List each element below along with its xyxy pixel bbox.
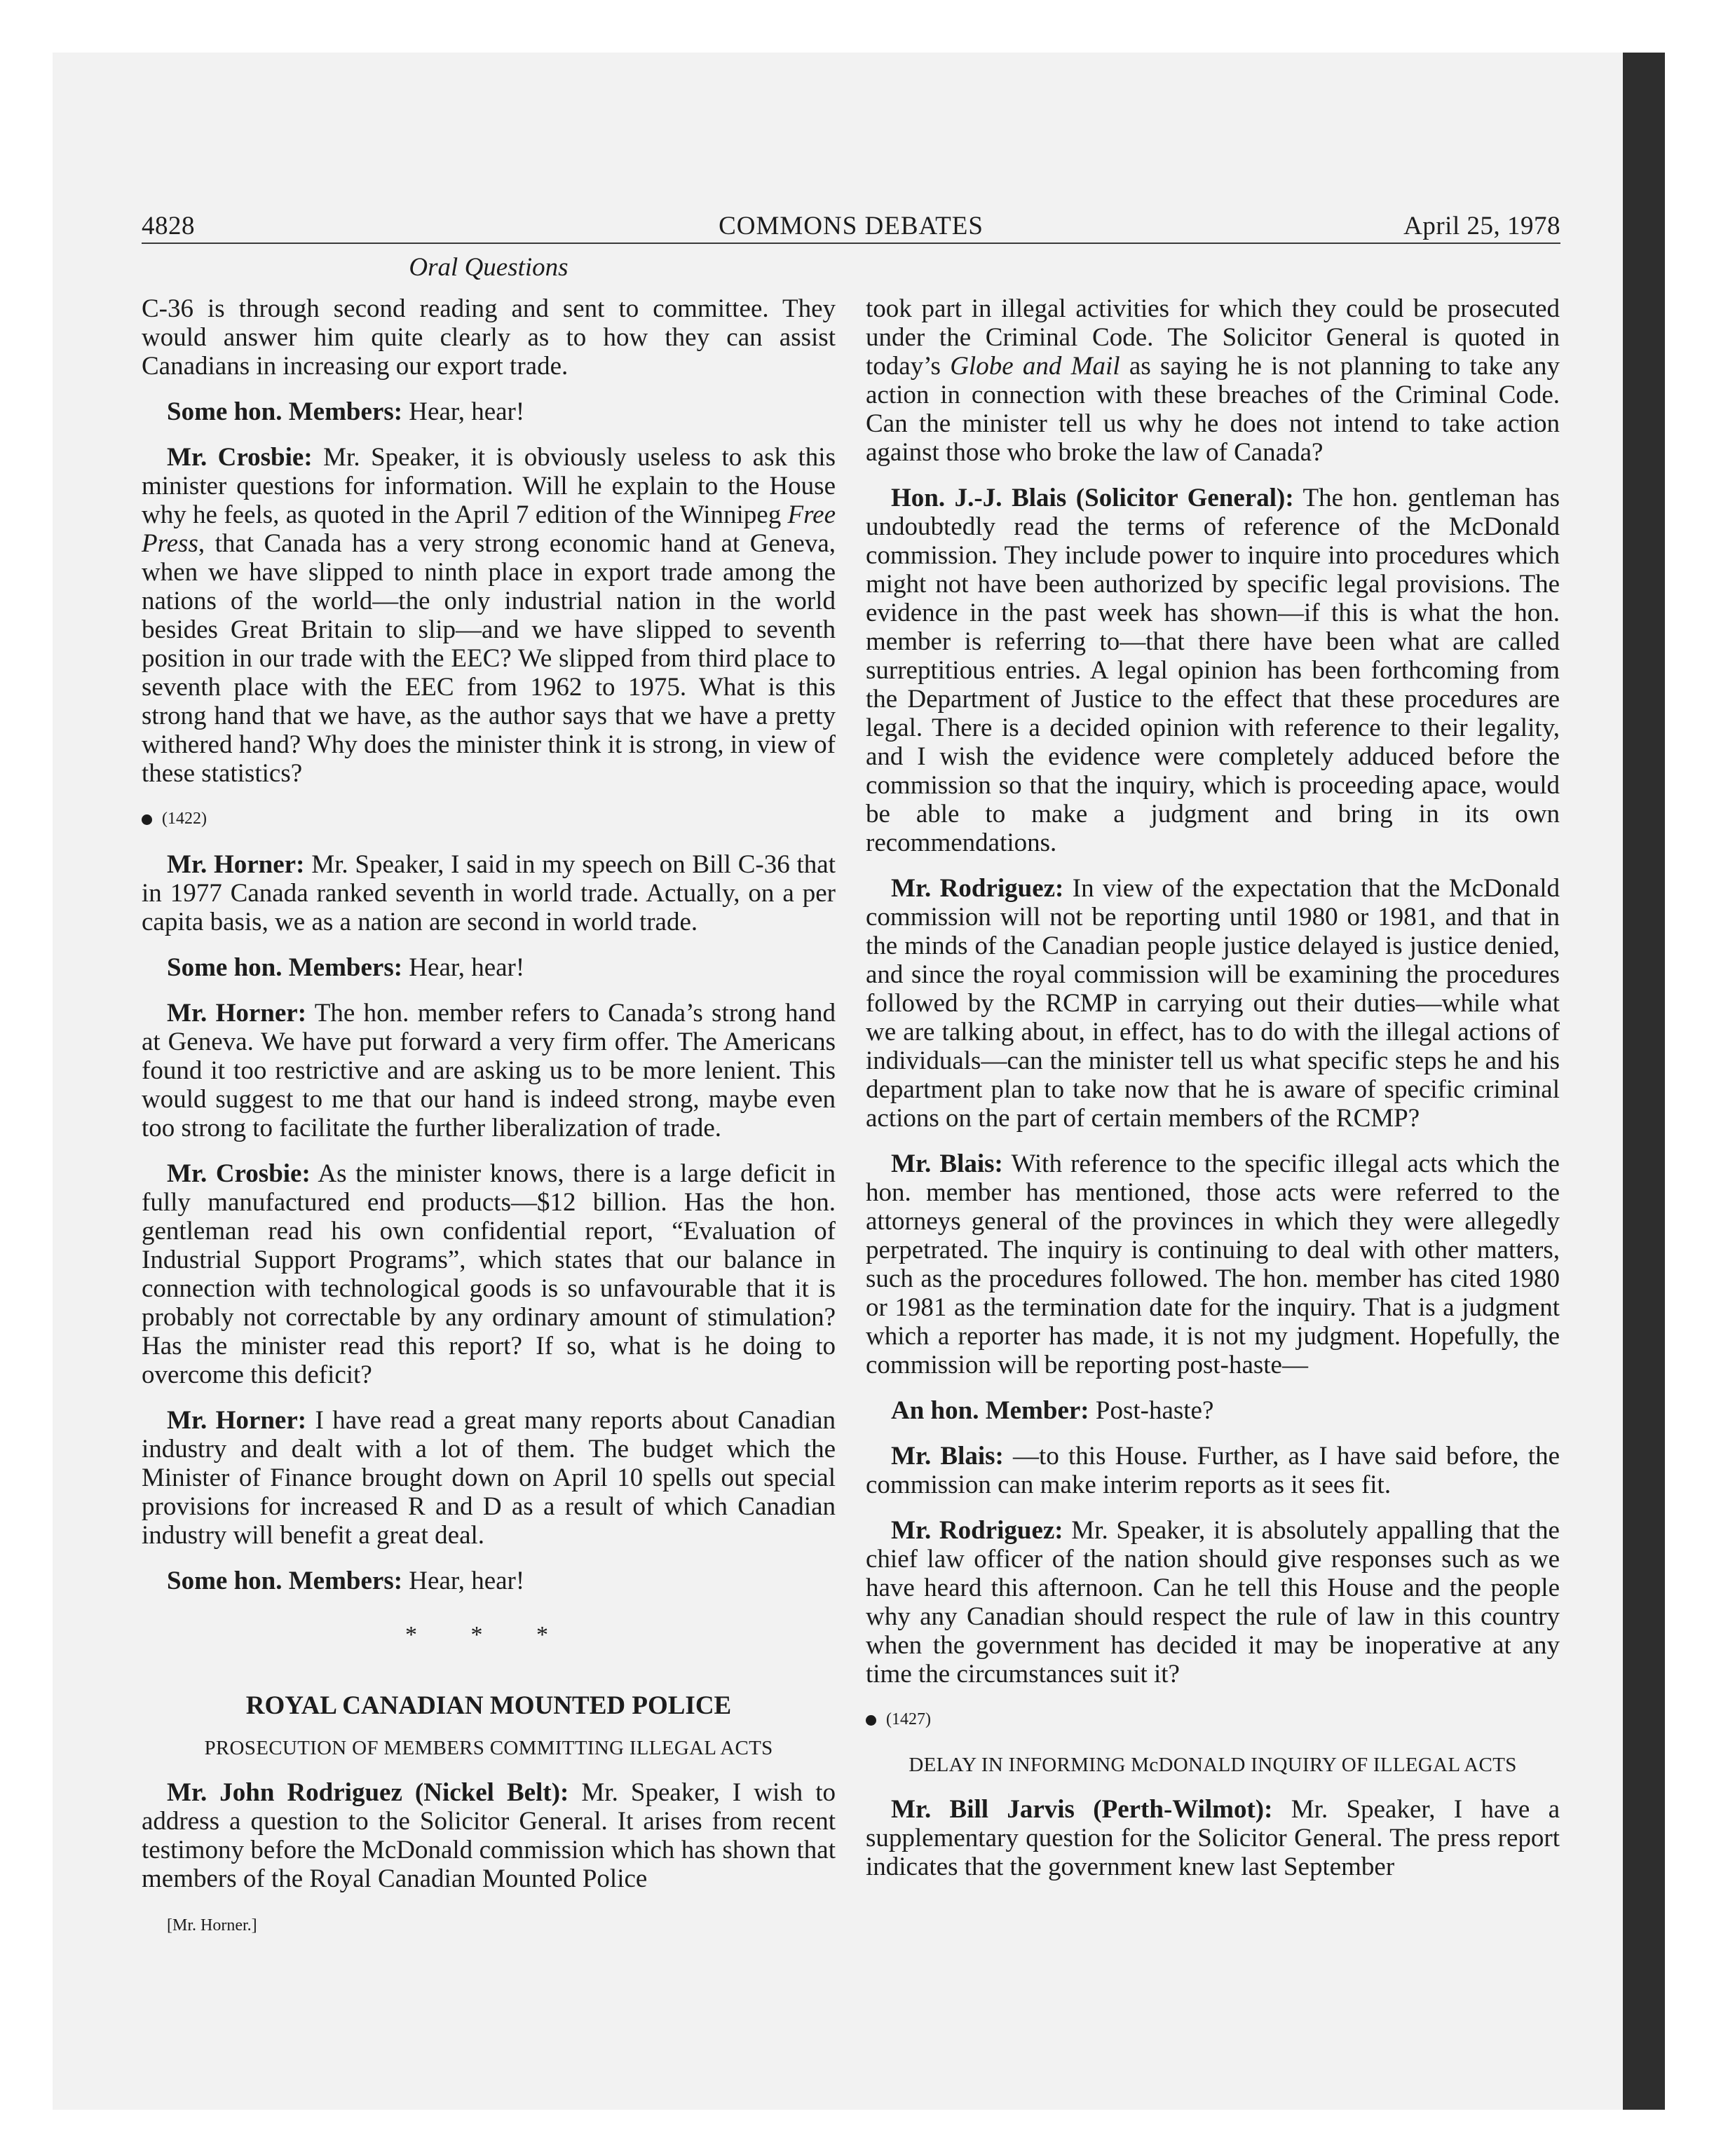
paragraph bbox=[142, 1406, 836, 1550]
paragraph bbox=[142, 1567, 836, 1595]
paragraph bbox=[866, 1149, 1560, 1379]
paragraph-text: C-36 is through second reading and sent to committee. They would answer him quite clearly as to how they can assist Canadians in increasing our export trade. bbox=[142, 294, 836, 381]
speaker-name: An hon. Member: bbox=[891, 1396, 1089, 1425]
paragraph-text: The hon. member refers to Canada’s strong hand at Geneva. We have put forward a very firm offer. The Americans found it too restrictive and are asking us to be more lenient. This would suggest to me that our hand is indeed strong, maybe even too strong to facilitate the further liberalization of trade. bbox=[142, 999, 836, 1142]
time-marker bbox=[142, 805, 836, 833]
running-head: Oral Questions bbox=[409, 253, 569, 282]
paragraph-text: In view of the expectation that the McDonald commission will not be reporting until 1980 or 1981, and that in the minds of the Canadian people justice delayed is justice denied, and since the royal commission will be examining the procedures followed by the RCMP in carrying out their duties—while what we are talking about, in effect, has to do with the illegal actions of individuals—can the minister tell us what specific steps he and his department plan to take now that he is aware of specific criminal actions on the part of certain members of the RCMP? bbox=[866, 874, 1560, 1133]
speaker-name: Mr. Horner: bbox=[167, 999, 307, 1028]
paragraph bbox=[142, 397, 836, 426]
speaker-name: Some hon. Members: bbox=[167, 397, 403, 426]
paragraph bbox=[142, 1778, 836, 1893]
paragraph bbox=[866, 874, 1560, 1133]
section-heading: ROYAL CANADIAN MOUNTED POLICE bbox=[245, 1691, 732, 1720]
section-subheading: PROSECUTION OF MEMBERS COMMITTING ILLEGAL ACTS bbox=[204, 1737, 773, 1759]
speaker-name: Some hon. Members: bbox=[167, 1567, 403, 1595]
paragraph-text: , that Canada has a very strong economic hand at Geneva, when we have slipped to ninth place in export trade among the nations of the world—the only industrial nation in the world besides Great Britain to slip—and we have slipped to seventh position in our trade with the EEC? We slipped from third place to seventh place with the EEC from 1962 to 1975. What is this strong hand that we have, as the author says that we have a pretty withered hand? Why does the minister think it is strong, in view of these statistics? bbox=[142, 529, 836, 788]
speaker-name: Mr. Horner: bbox=[167, 850, 305, 879]
paragraph-text: I have read a great many reports about Canadian industry and dealt with a lot of them. The budget which the Minister of Finance brought down on April 10 spells out special provisions for increased R and D as a result of which Canadian industry will benefit a great deal. bbox=[142, 1406, 836, 1550]
speaker-name: Mr. Blais: bbox=[891, 1442, 1004, 1471]
paragraph-text: Hear, hear! bbox=[402, 953, 525, 982]
paragraph bbox=[142, 999, 836, 1142]
speaker-name: Mr. Horner: bbox=[167, 1406, 307, 1435]
section-subheading: DELAY IN INFORMING McDONALD INQUIRY OF ILLEGAL ACTS bbox=[909, 1754, 1517, 1776]
paragraph bbox=[866, 484, 1560, 857]
paragraph-text: As the minister knows, there is a large deficit in fully manufactured end products—$12 billion. Has the hon. gentleman read his own confidential report, “Evaluation of Industrial Support Programs”, which states that our balance in connection with technological goods is so unfavourable that it is probably not correctable by any ordinary amount of stimulation? Has the minister read this report? If so, what is he doing to overcome this deficit? bbox=[142, 1159, 836, 1389]
paragraph bbox=[866, 1795, 1560, 1881]
paragraph bbox=[142, 294, 836, 381]
left-column bbox=[142, 294, 836, 1940]
paragraph-text: Post-haste? bbox=[1089, 1396, 1214, 1425]
paragraph bbox=[866, 1396, 1560, 1425]
paragraph-text: as saying he is not planning to take any action in connection with these breaches of the Criminal Code. Can the minister tell us why he does not intend to take action against those who broke the law of Canada? bbox=[866, 352, 1560, 467]
paragraph-text: Mr. Speaker, I have a supplementary question for the Solicitor General. The press report indicates that the government knew last September bbox=[866, 1795, 1560, 1881]
speaker-name: Mr. John Rodriguez (Nickel Belt): bbox=[167, 1778, 569, 1807]
bullet-icon bbox=[866, 1715, 876, 1726]
scan-edge-bar bbox=[1623, 53, 1665, 2110]
time-marker-text: (1427) bbox=[886, 1710, 931, 1728]
paragraph-text: Hear, hear! bbox=[402, 1567, 525, 1595]
paragraph-text: Mr. Speaker, it is absolutely appalling that the chief law officer of the nation should give responses such as we have heard this afternoon. Can he tell this House and the people why any Canadian should respect the rule of law in this country when the government has decided it may be inoperative at any time the circumstances suit it? bbox=[866, 1516, 1560, 1688]
publication-title: COMMONS DEBATES bbox=[719, 212, 984, 240]
paragraph-text: —to this House. Further, as I have said before, the commission can make interim reports as it sees fit. bbox=[866, 1442, 1560, 1499]
speaker-name: Some hon. Members: bbox=[167, 953, 403, 982]
speaker-name: Mr. Crosbie: bbox=[167, 1159, 311, 1188]
paragraph-text: took part in illegal activities for which they could be prosecuted under the Criminal Code. The Solicitor General is quoted in today’s bbox=[866, 294, 1560, 381]
paragraph bbox=[142, 850, 836, 936]
paragraph-text: Mr. Speaker, I wish to address a question to the Solicitor General. It arises from recent testimony before the McDonald commission which has shown that members of the Royal Canadian Mounted Police bbox=[142, 1778, 836, 1893]
paragraph-text: Mr. Speaker, it is obviously useless to ask this minister questions for information. Will he explain to the House why he feels, as quoted in the April 7 edition of the Winnipeg bbox=[142, 443, 836, 529]
paragraph bbox=[866, 1516, 1560, 1688]
publication-name: Free Press bbox=[142, 500, 836, 558]
time-marker bbox=[866, 1705, 1560, 1734]
page-header bbox=[142, 202, 1560, 244]
paragraph bbox=[142, 1159, 836, 1389]
page-date: April 25, 1978 bbox=[1403, 212, 1560, 240]
paragraph bbox=[866, 294, 1560, 467]
speaker-name: Mr. Rodriguez: bbox=[891, 1516, 1063, 1545]
paragraph bbox=[866, 1442, 1560, 1499]
bullet-icon bbox=[142, 814, 152, 825]
speaker-name: Hon. J.-J. Blais (Solicitor General): bbox=[891, 484, 1294, 512]
paragraph bbox=[142, 443, 836, 788]
paragraph-text: With reference to the specific illegal acts which the hon. member has mentioned, those acts were referred to the attorneys general of the provinces in which they were allegedly perpetrated. The inquiry is continuing to deal with other matters, such as the procedures followed. The hon. member has cited 1980 or 1981 as the termination date for the inquiry. That is a judgment which a reporter has made, it is not my judgment. Hopefully, the commission will be reporting post-haste— bbox=[866, 1149, 1560, 1379]
speaker-name: Mr. Blais: bbox=[891, 1149, 1003, 1178]
section-separator: * * * bbox=[405, 1622, 572, 1648]
right-column bbox=[866, 294, 1560, 1898]
time-marker-text: (1422) bbox=[162, 810, 207, 828]
paragraph-text: Hear, hear! bbox=[402, 397, 525, 426]
paragraph-text: Mr. Speaker, I said in my speech on Bill C-36 that in 1977 Canada ranked seventh in world trade. Actually, on a per capita basis, we as a nation are second in world trade. bbox=[142, 850, 836, 936]
paragraph-text: The hon. gentleman has undoubtedly read the terms of reference of the McDonald commission. They include power to inquire into procedures which might not have been authorized by specific legal provisions. The evidence in the past week has shown—if this is what the hon. member is referring to—that there have been what are called surreptitious entries. A legal opinion has been forthcoming from the Department of Justice to the effect that these procedures are legal. There is a decided opinion with reference to their legality, and I wish the evidence were completely adduced before the commission so that the inquiry, which is proceeding apace, would be able to make a judgment and bring in its own recommendations. bbox=[866, 484, 1560, 857]
speaker-name: Mr. Rodriguez: bbox=[891, 874, 1064, 903]
publication-name: Globe and Mail bbox=[950, 352, 1120, 381]
header-rule bbox=[142, 243, 1560, 244]
paragraph bbox=[142, 953, 836, 982]
speaker-name: Mr. Bill Jarvis (Perth-Wilmot): bbox=[891, 1795, 1273, 1824]
speaker-name: Mr. Crosbie: bbox=[167, 443, 313, 472]
footnote: [Mr. Horner.] bbox=[167, 1916, 257, 1935]
page-number: 4828 bbox=[142, 212, 195, 240]
